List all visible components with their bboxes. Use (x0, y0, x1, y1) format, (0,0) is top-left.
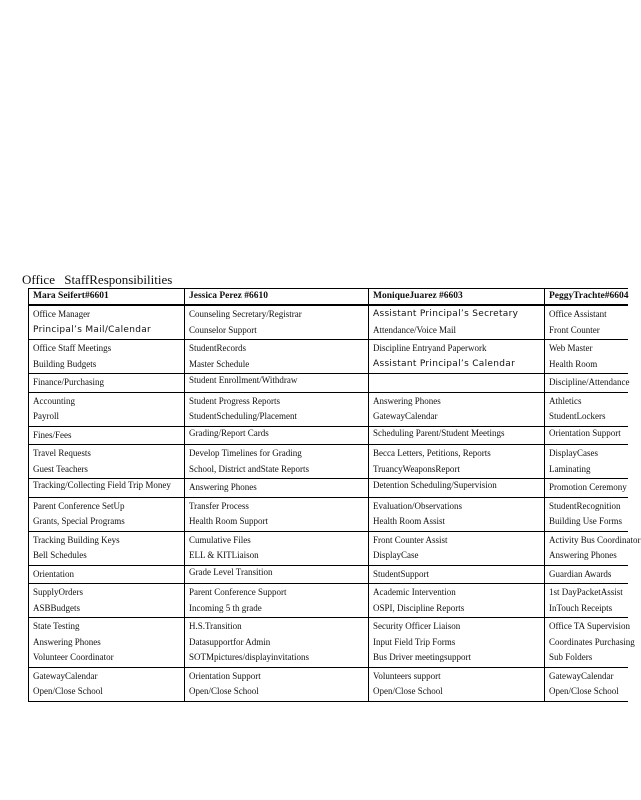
table-cell (28, 479, 184, 497)
cell-line: Travel Requests (33, 448, 91, 458)
table-cell (368, 393, 544, 426)
table-cell (184, 306, 368, 339)
cell-line: Health Room (549, 358, 598, 369)
cell-line: Office TA Supervision (549, 621, 630, 631)
cell-line: Front Counter Assist (373, 534, 448, 545)
header-staff-1: Mara Seifert#6601 (28, 289, 184, 304)
cell-line: Orientation Support (189, 670, 261, 681)
table-cell (184, 668, 368, 701)
cell-line: Scheduling Parent/Student Meetings (373, 427, 505, 438)
table-row (28, 445, 628, 479)
cell-line: Open/Close School (189, 686, 259, 696)
cell-line: Input Field Trip Forms (373, 636, 456, 647)
cell-line: State Testing (33, 621, 80, 631)
cell-line: H.S.Transition (189, 621, 242, 631)
table-cell (184, 566, 368, 584)
table-cell (544, 306, 628, 339)
table-cell (368, 498, 544, 531)
table-header-row (28, 289, 628, 306)
cell-line: Fines/Fees (33, 429, 72, 440)
cell-line: Orientation (33, 568, 74, 579)
table-cell (28, 306, 184, 339)
table-row (28, 479, 628, 498)
cell-line: Discipline Entryand Paperwork (373, 343, 487, 353)
responsibilities-table (28, 288, 641, 702)
cell-line: DisplayCases (549, 448, 598, 458)
table-cell (368, 340, 544, 373)
table-cell (368, 584, 544, 617)
cell-line: Answering Phones (189, 482, 257, 492)
table-cell (544, 374, 628, 392)
table-cell (544, 427, 628, 445)
cell-line: Bell Schedules (33, 550, 87, 560)
cell-line (373, 375, 540, 391)
cell-line: Athletics (549, 395, 582, 406)
table-cell (184, 618, 368, 667)
table-row (28, 566, 628, 585)
table-cell (368, 618, 544, 667)
table-cell (544, 584, 628, 617)
cell-line: Academic Intervention (373, 587, 456, 597)
cell-line: Incoming 5 th grade (189, 602, 262, 613)
cell-line: Front Counter (549, 324, 600, 335)
table-cell (368, 566, 544, 584)
cell-line: Office Assistant (549, 309, 607, 319)
table-cell (544, 668, 628, 701)
cell-line: Guardian Awards (549, 568, 612, 579)
cell-line: ASBBudgets (33, 602, 81, 613)
table-cell (28, 340, 184, 373)
table-cell (28, 566, 184, 584)
table-cell (28, 668, 184, 701)
cell-line: Web Master (549, 343, 593, 353)
table-cell (184, 374, 368, 392)
table-cell (184, 340, 368, 373)
cell-line: InTouch Receipts (549, 602, 613, 613)
cell-line: Assistant Principal’s Secretary (373, 309, 519, 319)
table-row (28, 618, 635, 668)
cell-line: SOTMpictures/displayinvitations (189, 652, 309, 662)
cell-line: Develop Timelines for Grading (189, 448, 302, 458)
cell-line: Guest Teachers (33, 463, 88, 474)
table-cell (28, 374, 184, 392)
table-cell (28, 393, 184, 426)
cell-line: Open/Close School (549, 686, 619, 696)
table-cell (368, 306, 544, 339)
table-cell (368, 427, 544, 445)
header-staff-4: PeggyTrachte#6604 (544, 289, 628, 304)
cell-line: Answering Phones (33, 636, 101, 647)
cell-line: Cumulative Files (189, 534, 251, 545)
cell-line: Answering Phones (373, 395, 441, 406)
cell-line: School, District andState Reports (189, 463, 309, 474)
cell-line: Tracking/Collecting Field Trip Money (33, 480, 171, 490)
page-title: Office StaffResponsibilities (22, 272, 173, 287)
cell-line: Parent Conference Support (189, 587, 287, 597)
table-cell (544, 498, 628, 531)
cell-line: TruancyWeaponsReport (373, 463, 460, 474)
cell-line: Volunteers support (373, 670, 441, 681)
cell-line: Assistant Principal’s Calendar (373, 358, 516, 369)
table-row (28, 374, 628, 393)
table-cell (184, 393, 368, 426)
table-row (28, 393, 628, 427)
cell-line: GatewayCalendar (373, 411, 438, 421)
cell-line: Accounting (33, 395, 75, 406)
table-cell (368, 668, 544, 701)
table-cell (368, 479, 544, 497)
cell-line: Coordinates Purchasing (549, 636, 635, 647)
table-cell (544, 445, 628, 478)
cell-line: Discipline/Attendance (549, 377, 630, 387)
cell-line: Master Schedule (189, 358, 250, 369)
cell-line: ELL & KITLiaison (189, 550, 259, 560)
table-cell (368, 532, 544, 565)
cell-line: GatewayCalendar (33, 670, 98, 681)
cell-line: 1st DayPacketAssist (549, 587, 623, 597)
cell-line: Health Room Support (189, 516, 268, 526)
cell-line: Office Staff Meetings (33, 343, 112, 353)
table-cell (544, 479, 628, 497)
cell-line: StudentRecords (189, 343, 246, 353)
cell-line: Security Officer Liaison (373, 621, 461, 631)
table-cell (28, 532, 184, 565)
cell-line: GatewayCalendar (549, 670, 614, 681)
cell-line: StudentSupport (373, 568, 430, 579)
cell-line: Volunteer Coordinator (33, 652, 114, 662)
table-cell (184, 427, 368, 445)
table-cell (544, 532, 641, 565)
header-staff-2: Jessica Perez #6610 (184, 289, 368, 304)
cell-line: Health Room Assist (373, 516, 446, 526)
cell-line: Transfer Process (189, 500, 249, 511)
cell-line: Grants, Special Programs (33, 516, 125, 526)
table-cell (28, 584, 184, 617)
table-row (28, 668, 628, 702)
cell-line: Sub Folders (549, 652, 593, 662)
cell-line: Finance/Purchasing (33, 377, 104, 387)
table-cell (544, 393, 628, 426)
table-cell (184, 445, 368, 478)
cell-line: Grade Level Transition (189, 566, 273, 577)
cell-line: Open/Close School (33, 686, 103, 696)
cell-line: DisplayCase (373, 550, 419, 560)
cell-line: StudentScheduling/Placement (189, 411, 297, 421)
cell-line: Becca Letters, Petitions, Reports (373, 448, 491, 458)
table-cell (28, 427, 184, 445)
table-cell (544, 618, 635, 667)
table-cell (28, 498, 184, 531)
cell-line: SupplyOrders (33, 587, 83, 597)
cell-line: StudentRecognition (549, 500, 621, 511)
table-row (28, 427, 628, 446)
table-cell (184, 498, 368, 531)
table-cell (368, 374, 544, 392)
table-cell (28, 445, 184, 478)
cell-line: Answering Phones (549, 550, 617, 560)
table-row (28, 340, 628, 374)
cell-line: Tracking Building Keys (33, 534, 120, 545)
table-row (28, 584, 628, 618)
cell-line: Office Manager (33, 309, 91, 319)
table-cell (544, 340, 628, 373)
cell-line: Activity Bus Coordinator (549, 534, 641, 545)
cell-line: OSPI, Discipline Reports (373, 602, 465, 613)
table-cell (184, 479, 368, 497)
cell-line: Datasupportfor Admin (189, 636, 271, 647)
cell-line: Building Use Forms (549, 516, 623, 526)
cell-line: Building Budgets (33, 358, 97, 369)
table-cell (368, 445, 544, 478)
cell-line: Counselor Support (189, 324, 257, 335)
cell-line: Detention Scheduling/Supervision (373, 480, 497, 490)
table-cell (28, 618, 184, 667)
cell-line: Counseling Secretary/Registrar (189, 309, 302, 319)
table-cell (184, 584, 368, 617)
cell-line: Principal’s Mail/Calendar (33, 324, 152, 335)
cell-line: Bus Driver meetingsupport (373, 652, 471, 662)
cell-line: Open/Close School (373, 686, 443, 696)
table-cell (544, 566, 628, 584)
cell-line: Attendance/Voice Mail (373, 324, 457, 335)
table-cell (184, 532, 368, 565)
cell-line: Grading/Report Cards (189, 427, 269, 438)
cell-line: Evaluation/Observations (373, 500, 462, 511)
cell-line: Parent Conference SetUp (33, 500, 125, 511)
cell-line: Student Progress Reports (189, 395, 280, 406)
table-row (28, 532, 641, 566)
cell-line: Orientation Support (549, 427, 621, 438)
table-row (28, 498, 628, 532)
table-row (28, 306, 628, 340)
cell-line: Promotion Ceremony (549, 482, 627, 492)
cell-line: Payroll (33, 411, 59, 421)
cell-line: StudentLockers (549, 411, 606, 421)
header-staff-3: MoniqueJuarez #6603 (368, 289, 544, 304)
cell-line: Laminating (549, 463, 591, 474)
cell-line: Student Enrollment/Withdraw (189, 375, 298, 385)
